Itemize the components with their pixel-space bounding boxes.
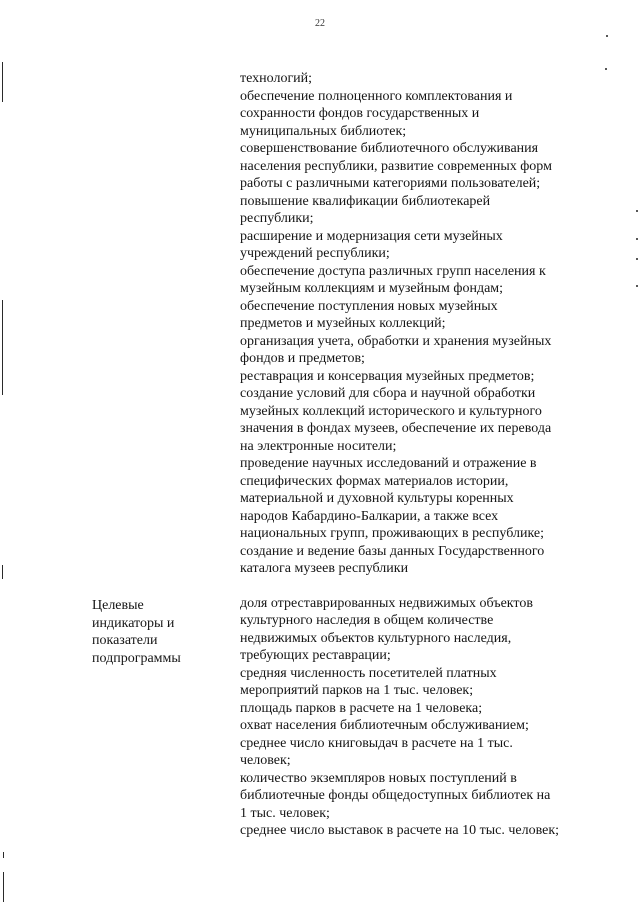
indicator-line: культурного наследия в общем количестве xyxy=(240,613,494,628)
indicator-line: библиотечные фонды общедоступных библиотек на xyxy=(240,788,551,803)
scan-speck xyxy=(636,210,638,212)
indicator-line: доля отреставрированных недвижимых объектов xyxy=(240,595,533,611)
goal-line: материальной и духовной культуры коренных xyxy=(240,491,514,506)
goal-line: создание условий для сбора и научной обработки xyxy=(240,386,536,401)
indicator-line: площадь парков в расчете на 1 человека; xyxy=(240,700,483,716)
indicator-line: мероприятий парков на 1 тыс. человек; xyxy=(240,683,474,698)
scan-edge-mark xyxy=(2,565,3,579)
main-text-column xyxy=(240,70,559,840)
indicator-line: требующих реставрации; xyxy=(240,648,391,663)
indicator-line: среднее число выставок в расчете на 10 тыс. человек; xyxy=(240,823,560,838)
goal-line: технологий; xyxy=(240,71,313,86)
scan-speck xyxy=(606,35,608,37)
goal-line: фондов и предметов; xyxy=(240,351,365,366)
label-line: Целевые xyxy=(92,598,144,613)
indicator-line: средняя численность посетителей платных xyxy=(240,665,497,681)
goal-line: республики; xyxy=(240,211,314,226)
goal-line: музейных коллекций исторического и культурного xyxy=(240,403,542,419)
goal-line: учреждений республики; xyxy=(240,246,390,261)
scan-speck xyxy=(636,258,638,260)
goal-line: специфических формах материалов истории, xyxy=(240,473,509,489)
goal-line: организация учета, обработки и хранения музейных xyxy=(240,333,552,349)
goal-line: обеспечение доступа различных групп населения к xyxy=(240,263,546,279)
indicator-line: недвижимых объектов культурного наследия, xyxy=(240,630,512,646)
label-line: подпрограммы xyxy=(92,650,181,666)
goal-line: значения в фондах музеев, обеспечение их перевода xyxy=(240,421,552,436)
scan-speck xyxy=(636,285,638,287)
goal-line: музейным коллекциям и музейным фондам; xyxy=(240,281,504,296)
scan-speck xyxy=(605,68,607,70)
scan-edge-mark xyxy=(3,852,4,858)
goal-line: совершенствование библиотечного обслуживания xyxy=(240,141,539,156)
goal-line: на электронные носители; xyxy=(240,438,397,454)
scan-edge-mark xyxy=(3,872,4,902)
goal-line: муниципальных библиотек; xyxy=(240,123,407,139)
label-line: показатели xyxy=(92,633,158,648)
indicator-line: человек; xyxy=(240,753,291,768)
goal-line: работы с различными категориями пользователей; xyxy=(240,176,541,191)
goal-line: народов Кабардино-Балкарии, а также всех xyxy=(240,508,499,524)
goal-line: создание и ведение базы данных Государственного xyxy=(240,543,545,559)
goal-line: населения республики, развитие современных форм xyxy=(240,158,552,174)
goal-line: национальных групп, проживающих в республике; xyxy=(240,526,545,541)
goal-line: предметов и музейных коллекций; xyxy=(240,316,446,331)
goal-line: проведение научных исследований и отражение в xyxy=(240,456,537,471)
label-line: индикаторы и xyxy=(92,615,175,631)
indicator-line: 1 тыс. человек; xyxy=(240,805,330,821)
goal-line: обеспечение полноценного комплектования и xyxy=(240,88,513,104)
indicator-line: охват населения библиотечным обслуживанием; xyxy=(240,718,529,733)
scan-edge-mark xyxy=(2,62,3,102)
indicator-line: количество экземпляров новых поступлений в xyxy=(240,770,517,786)
goal-line: каталога музеев республики xyxy=(240,561,409,576)
goal-line: реставрация и консервация музейных предметов; xyxy=(240,368,535,384)
goal-line: расширение и модернизация сети музейных xyxy=(240,228,503,244)
indicator-line: среднее число книговыдач в расчете на 1 тыс. xyxy=(240,735,513,751)
goal-line: сохранности фондов государственных и xyxy=(240,106,480,121)
goal-line: обеспечение поступления новых музейных xyxy=(240,298,498,314)
goal-line: повышение квалификации библиотекарей xyxy=(240,193,491,209)
scan-speck xyxy=(636,238,638,240)
indicators-label xyxy=(92,597,181,667)
section-gap xyxy=(240,578,559,595)
page-number: 22 xyxy=(315,18,325,29)
scan-edge-mark xyxy=(2,300,3,395)
